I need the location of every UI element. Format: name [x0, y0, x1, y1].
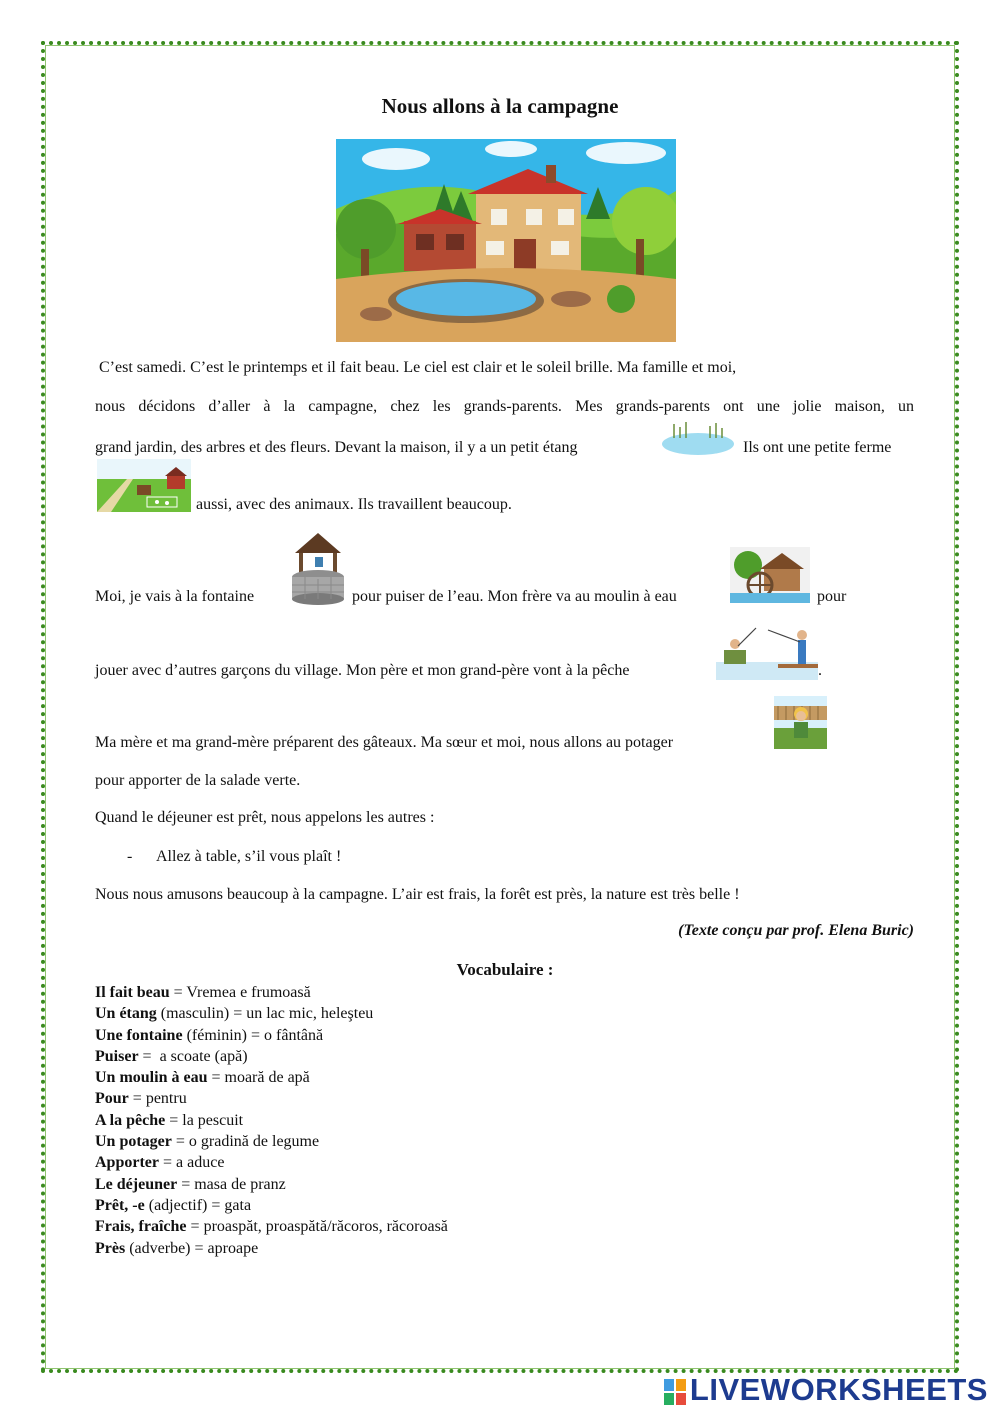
fishing-icon	[716, 624, 818, 680]
well-icon	[285, 531, 351, 605]
vocab-item: Pour = pentru	[95, 1090, 187, 1108]
vocab-item: Apporter = a aduce	[95, 1154, 225, 1172]
paragraph-line: Ils ont une petite ferme	[743, 439, 892, 456]
vocabulary-heading: Vocabulaire :	[456, 960, 554, 979]
vocab-item: Une fontaine (féminin) = o fântână	[95, 1026, 324, 1044]
paragraph-line: .	[818, 662, 822, 679]
paragraph-line: Moi, je vais à la fontaine	[95, 588, 255, 605]
list-dash: -	[127, 848, 133, 865]
liveworksheets-logo-icon	[664, 1379, 686, 1405]
vocab-item: Frais, fraîche = proaspăt, proaspătă/răcoros, răcoroasă	[95, 1218, 448, 1236]
paragraph-line: C’est samedi. C’est le printemps et il fait beau. Le ciel est clair et le soleil brille. Ma famille et moi,	[99, 359, 737, 376]
vocab-item: Près (adverbe) = aproape	[95, 1239, 259, 1257]
paragraph-line: pour apporter de la salade verte.	[95, 772, 301, 789]
vocab-item: Il fait beau = Vremea e frumoasă	[95, 984, 311, 1001]
author-credit: (Texte conçu par prof. Elena Buric)	[678, 922, 914, 939]
vocab-item: Un moulin à eau = moară de apă	[95, 1069, 310, 1087]
brand-name: LIVEWORKSHEETS	[689, 1372, 988, 1407]
paragraph-line: nous décidons d’aller à la campagne, chez les grands-parents. Mes grands-parents ont une jolie maison, un	[95, 398, 914, 415]
paragraph-line: Allez à table, s’il vous plaît !	[156, 848, 342, 865]
paragraph-line: grand jardin, des arbres et des fleurs. Devant la maison, il y a un petit étang	[95, 439, 578, 456]
paragraph-line: aussi, avec des animaux. Ils travaillent beaucoup.	[196, 496, 512, 513]
vocab-item: Puiser = a scoate (apă)	[95, 1047, 248, 1065]
paragraph-line: Quand le déjeuner est prêt, nous appelons les autres :	[95, 809, 435, 826]
vocab-item: Le déjeuner = masa de pranz	[95, 1175, 286, 1193]
farmhouse-illustration	[336, 139, 676, 342]
vocab-item: Un potager = o gradină de legume	[95, 1133, 320, 1151]
pond-icon	[660, 420, 736, 456]
paragraph-line: jouer avec d’autres garçons du village. Mon père et mon grand-père vont à la pêche	[95, 662, 630, 679]
paragraph-line: Ma mère et ma grand-mère préparent des gâteaux. Ma sœur et moi, nous allons au potager	[95, 734, 674, 751]
vocab-item: Prêt, -e (adjectif) = gata	[95, 1196, 252, 1214]
watermill-icon	[730, 547, 810, 603]
paragraph-line: Nous nous amusons beaucoup à la campagne. L’air est frais, la forêt est près, la nature est très belle !	[95, 886, 740, 903]
vocab-item: Un étang (masculin) = un lac mic, heleşteu	[95, 1005, 374, 1023]
vocabulary-list	[95, 982, 448, 1259]
page-title: Nous allons à la campagne	[381, 94, 619, 118]
liveworksheets-brand[interactable]	[664, 1372, 988, 1408]
vegetable-garden-icon	[774, 696, 827, 749]
vocab-item: A la pêche = la pescuit	[95, 1111, 244, 1129]
paragraph-line: pour	[817, 588, 847, 605]
paragraph-line: pour puiser de l’eau. Mon frère va au moulin à eau	[352, 588, 677, 605]
farm-icon	[97, 459, 191, 512]
